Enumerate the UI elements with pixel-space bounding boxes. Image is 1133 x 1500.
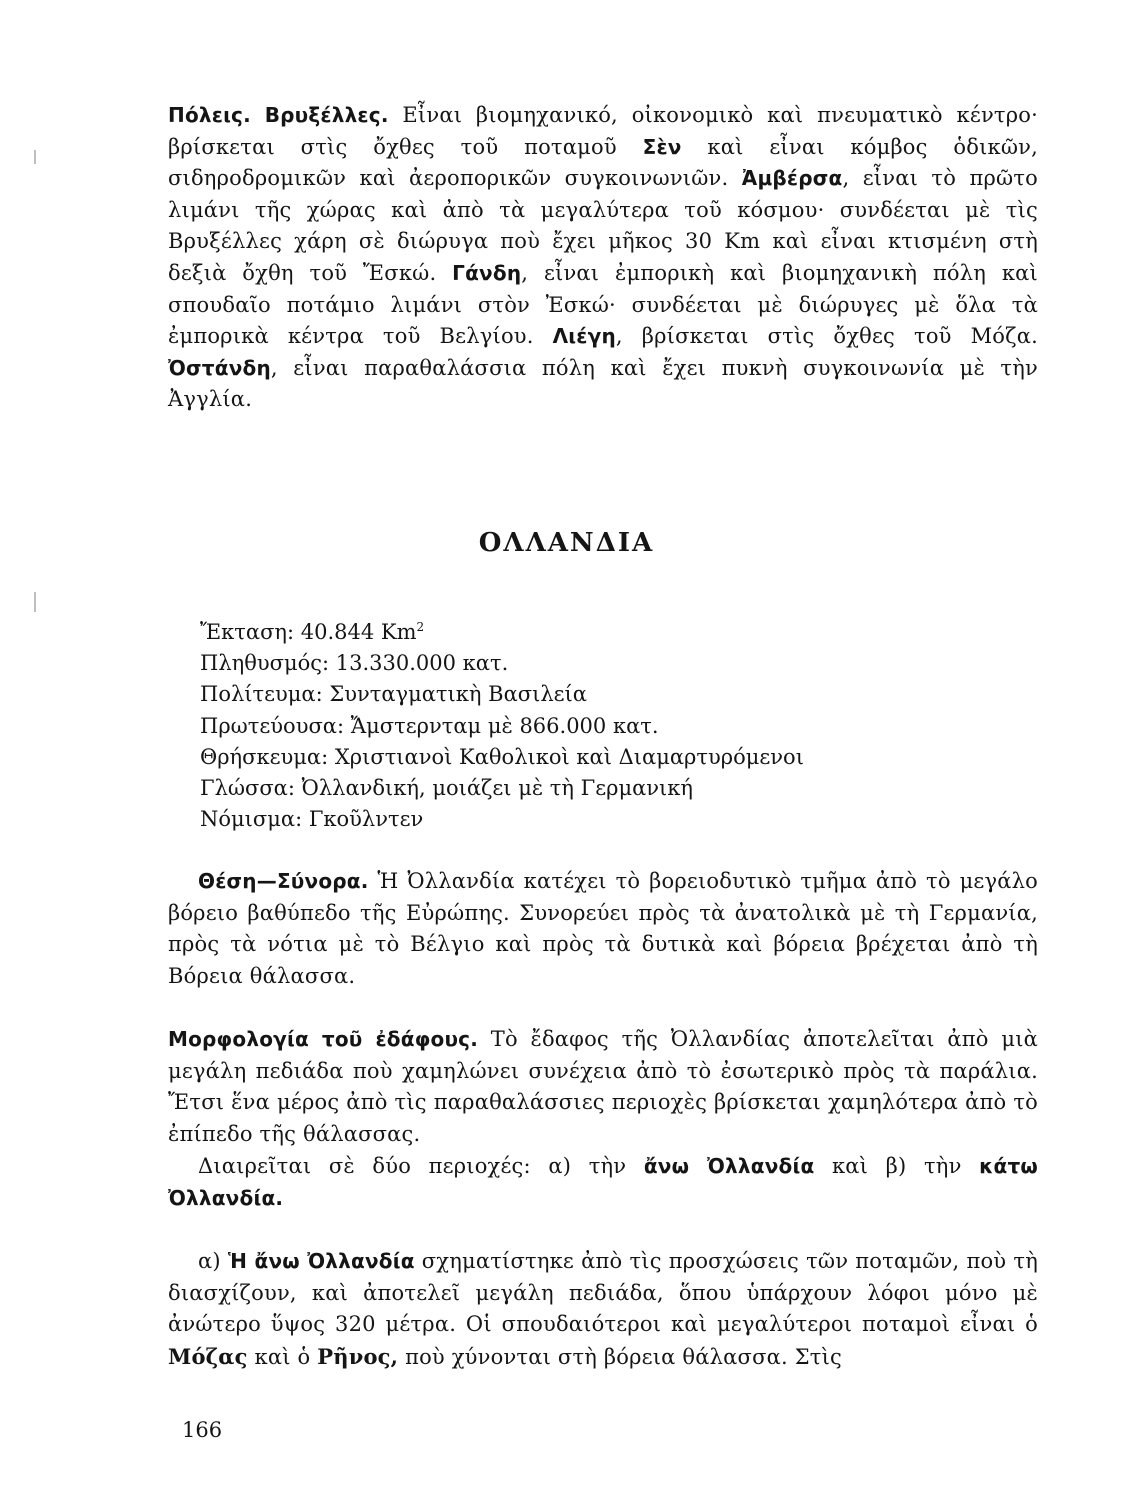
fact-area [200, 612, 960, 648]
city-ghent: Γάνδη [452, 260, 522, 285]
scan-mark [34, 592, 36, 612]
fact-government: Πολίτευμα: Συνταγματικὴ Βασιλεία [200, 682, 587, 707]
city-ostend: Ὀστάνδη [168, 355, 271, 380]
morphology-heading: Μορφολογία τοῦ ἐδάφους. [168, 1027, 479, 1051]
lower-holland-term: κάτω Ὀλλανδία. [168, 1154, 1038, 1210]
fact-area-sup: 2 [416, 620, 425, 634]
upper-holland-term: ἄνω Ὀλλανδία [643, 1154, 815, 1178]
fact-area-value: 40.844 Km [300, 620, 417, 644]
city-brussels: Βρυξέλλες. [264, 103, 389, 127]
city-antwerp: Ἀμβέρσα [741, 166, 843, 191]
text-run: ποὺ χύνονται στὴ βόρεια θάλασσα. Στὶς [398, 1344, 843, 1369]
text-run: καὶ εἶναι κόμβος ὁδικῶν, σιδηροδρομικῶν καὶ ἀεροπορικῶν συγκοινωνιῶν. [168, 134, 1038, 191]
river-rhine: Ρῆνος, [317, 1343, 399, 1369]
text-run: , βρίσκεται στὶς ὄχθες τοῦ Μόζα. [615, 324, 1038, 349]
river-meuse: Μόζας [168, 1343, 248, 1369]
text-run: Διαιρεῖται σὲ δύο περιοχές: α) τὴν [198, 1154, 644, 1178]
fact-population: Πληθυσμός: 13.330.000 κατ. [200, 651, 509, 676]
upper-holland-paragraph [168, 1246, 1038, 1373]
text-run: σχηματίστηκε ἀπὸ τὶς προσχώσεις τῶν ποταμῶν, ποὺ τὴ διασχίζουν, καὶ ἀποτελεῖ μεγάλη πεδιάδα, ὅπου ὑπάρχουν λόφοι μόνο μὲ ἀνώτερο ὕψος 320 μέτρα. Οἱ σπουδαιότεροι καὶ μεγαλύτεροι ποταμοὶ εἶναι ὁ [168, 1249, 1038, 1337]
page-number: 166 [182, 1418, 223, 1442]
text-run: , εἶναι τὸ πρῶτο λιμάνι τῆς χώρας καὶ ἀπὸ τὰ μεγαλύτερα τοῦ κόσμου· συνδέεται μὲ τὶς Βρυξέλλες χάρη σὲ διώρυγα ποὺ ἔχει μῆκος 30 Km καὶ εἶναι κτισμένη στὴ δεξιὰ ὄχθη τοῦ Ἔσκώ. [168, 166, 1038, 285]
country-facts [200, 612, 960, 835]
text-run: , εἶναι ἐμπορικὴ καὶ βιομηχανικὴ πόλη καὶ σπουδαῖο ποτάμιο λιμάνι στὸν Ἐσκώ· συνδέεται μὲ διώρυγες μὲ ὅλα τὰ ἐμπορικὰ κέντρα τοῦ Βελγίου. [168, 260, 1038, 349]
text-run: , εἶναι παραθαλάσσια πόλη καὶ ἔχει πυκνὴ συγκοινωνία μὲ τὴν Ἀγγλία. [168, 355, 1038, 412]
fact-area-label: Ἔκταση: [200, 620, 295, 644]
upper-holland-name: Ἡ ἄνω Ὀλλανδία [227, 1249, 415, 1273]
text-run: Ἡ Ὀλλανδία κατέχει τὸ βορειοδυτικὸ τμῆμα ἀπὸ τὸ μεγάλο βόρειο βαθύπεδο τῆς Εὐρώπης. Συνορεύει πρὸς τὰ ἀνατολικὰ μὲ τὴ Γερμανία, πρὸς τὰ νότια μὲ τὸ Βέλγιο καὶ πρὸς τὰ δυτικὰ καὶ βόρεια βρέχεται ἀπὸ τὴ Βόρεια θάλασσα. [168, 869, 1038, 988]
cities-heading: Πόλεις. [168, 103, 251, 127]
text-run: καὶ ὁ [247, 1344, 318, 1369]
text-run: Εἶναι βιομηχανικό, οἰκονομικὸ καὶ πνευματικὸ κέντρο· βρίσκεται στὶς ὄχθες τοῦ ποταμοῦ [168, 103, 1038, 159]
morphology-paragraph [168, 1024, 1038, 1150]
text-run: α) [198, 1249, 228, 1273]
position-heading: Θέση—Σύνορα. [198, 869, 369, 893]
text-run: Τὸ ἔδαφος τῆς Ὀλλανδίας ἀποτελεῖται ἀπὸ μιὰ μεγάλη πεδιάδα ποὺ χαμηλώνει συνέχεια ἀπὸ τὸ ἐσωτερικὸ πρὸς τὰ παράλια. Ἔτσι ἕνα μέρος ἀπὸ τὶς παραθαλάσσιες περιοχὲς βρίσκεται χαμηλότερα ἀπὸ τὸ ἐπίπεδο τῆς θάλασσας. [168, 1027, 1039, 1146]
fact-currency: Νόμισμα: Γκοῦλντεν [200, 807, 424, 832]
fact-religion: Θρήσκευμα: Χριστιανοὶ Καθολικοὶ καὶ Διαμαρτυρόμενοι [200, 744, 804, 769]
city-liege: Λιέγη [552, 324, 616, 349]
division-paragraph [168, 1151, 1038, 1214]
fact-capital: Πρωτεύουσα: Ἄμστερνταμ μὲ 866.000 κατ. [200, 713, 659, 738]
text-run: καὶ β) τὴν [814, 1154, 980, 1178]
scan-mark [34, 150, 36, 164]
cities-paragraph [168, 100, 1038, 416]
river-seine: Σὲν [642, 134, 682, 159]
position-paragraph [168, 866, 1038, 992]
fact-language: Γλώσσα: Ὀλλανδική, μοιάζει μὲ τὴ Γερμανική [200, 776, 693, 801]
section-title: ΟΛΛΑΝΔΙΑ [478, 528, 655, 558]
